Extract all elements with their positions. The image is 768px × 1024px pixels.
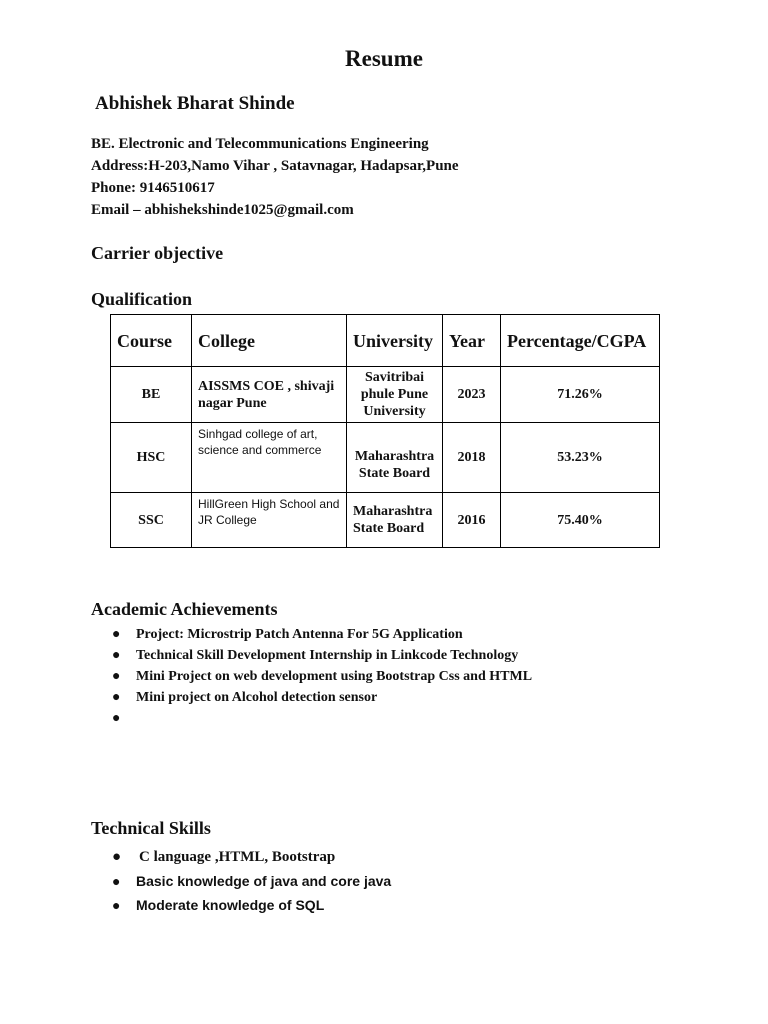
- college-cell: HillGreen High School and JR College: [192, 493, 347, 548]
- college-cell: AISSMS COE , shivaji nagar Pune: [192, 367, 347, 423]
- bullet-icon: ●: [112, 648, 121, 663]
- list-item: ● Basic knowledge of java and core java: [112, 869, 391, 893]
- list-item: ● C language ,HTML, Bootstrap: [112, 845, 391, 869]
- email-line: Email – abhishekshinde1025@gmail.com: [91, 202, 354, 218]
- table-header-row: [111, 315, 660, 367]
- phone-line: Phone: 9146510617: [91, 180, 215, 196]
- list-item: ● Mini project on Alcohol detection sensor: [112, 687, 532, 708]
- table-row: [111, 423, 660, 493]
- column-header-course: Course: [111, 315, 192, 367]
- bullet-icon: ●: [112, 897, 121, 913]
- college-cell: Sinhgad college of art, science and commerce: [192, 423, 347, 493]
- column-header-college: College: [192, 315, 347, 367]
- address-line: Address:H-203,Namo Vihar , Satavnagar, Hadapsar,Pune: [91, 158, 459, 174]
- column-header-university: University: [347, 315, 443, 367]
- qualification-table: [110, 314, 660, 548]
- percentage-cell: 71.26%: [501, 367, 660, 423]
- bullet-icon: ●: [112, 849, 122, 865]
- year-cell: 2016: [443, 493, 501, 548]
- column-header-percentage: Percentage/CGPA: [501, 315, 660, 367]
- column-header-year: Year: [443, 315, 501, 367]
- carrier-objective-heading: Carrier objective: [91, 243, 224, 263]
- list-item: ● Moderate knowledge of SQL: [112, 893, 391, 917]
- table-row: [111, 367, 660, 423]
- qualification-heading: Qualification: [91, 289, 193, 309]
- table-row: [111, 493, 660, 548]
- page-title: Resume: [345, 46, 423, 71]
- skills-list: [112, 845, 391, 917]
- academic-achievements-heading: Academic Achievements: [91, 599, 278, 619]
- university-cell: Savitribai phule Pune University: [347, 367, 443, 423]
- course-cell: BE: [111, 367, 192, 423]
- achievements-list: [112, 624, 532, 729]
- year-cell: 2023: [443, 367, 501, 423]
- list-item: ● Project: Microstrip Patch Antenna For 5G Application: [112, 624, 532, 645]
- list-item: ● Mini Project on web development using Bootstrap Css and HTML: [112, 666, 532, 687]
- technical-skills-heading: Technical Skills: [91, 818, 211, 838]
- bullet-icon: ●: [112, 627, 121, 642]
- list-item: ● Technical Skill Development Internship in Linkcode Technology: [112, 645, 532, 666]
- percentage-cell: 75.40%: [501, 493, 660, 548]
- list-item: [112, 708, 532, 729]
- course-cell: SSC: [111, 493, 192, 548]
- candidate-name: Abhishek Bharat Shinde: [95, 93, 295, 114]
- bullet-icon: ●: [112, 669, 121, 684]
- course-cell: HSC: [111, 423, 192, 493]
- percentage-cell: 53.23%: [501, 423, 660, 493]
- university-cell: Maharashtra State Board: [347, 493, 443, 548]
- year-cell: 2018: [443, 423, 501, 493]
- degree-line: BE. Electronic and Telecommunications Engineering: [91, 136, 429, 152]
- bullet-icon: ●: [112, 690, 121, 705]
- contact-block: [91, 133, 459, 221]
- bullet-icon: ●: [112, 711, 121, 726]
- university-cell: Maharashtra State Board: [347, 423, 443, 493]
- bullet-icon: ●: [112, 873, 121, 889]
